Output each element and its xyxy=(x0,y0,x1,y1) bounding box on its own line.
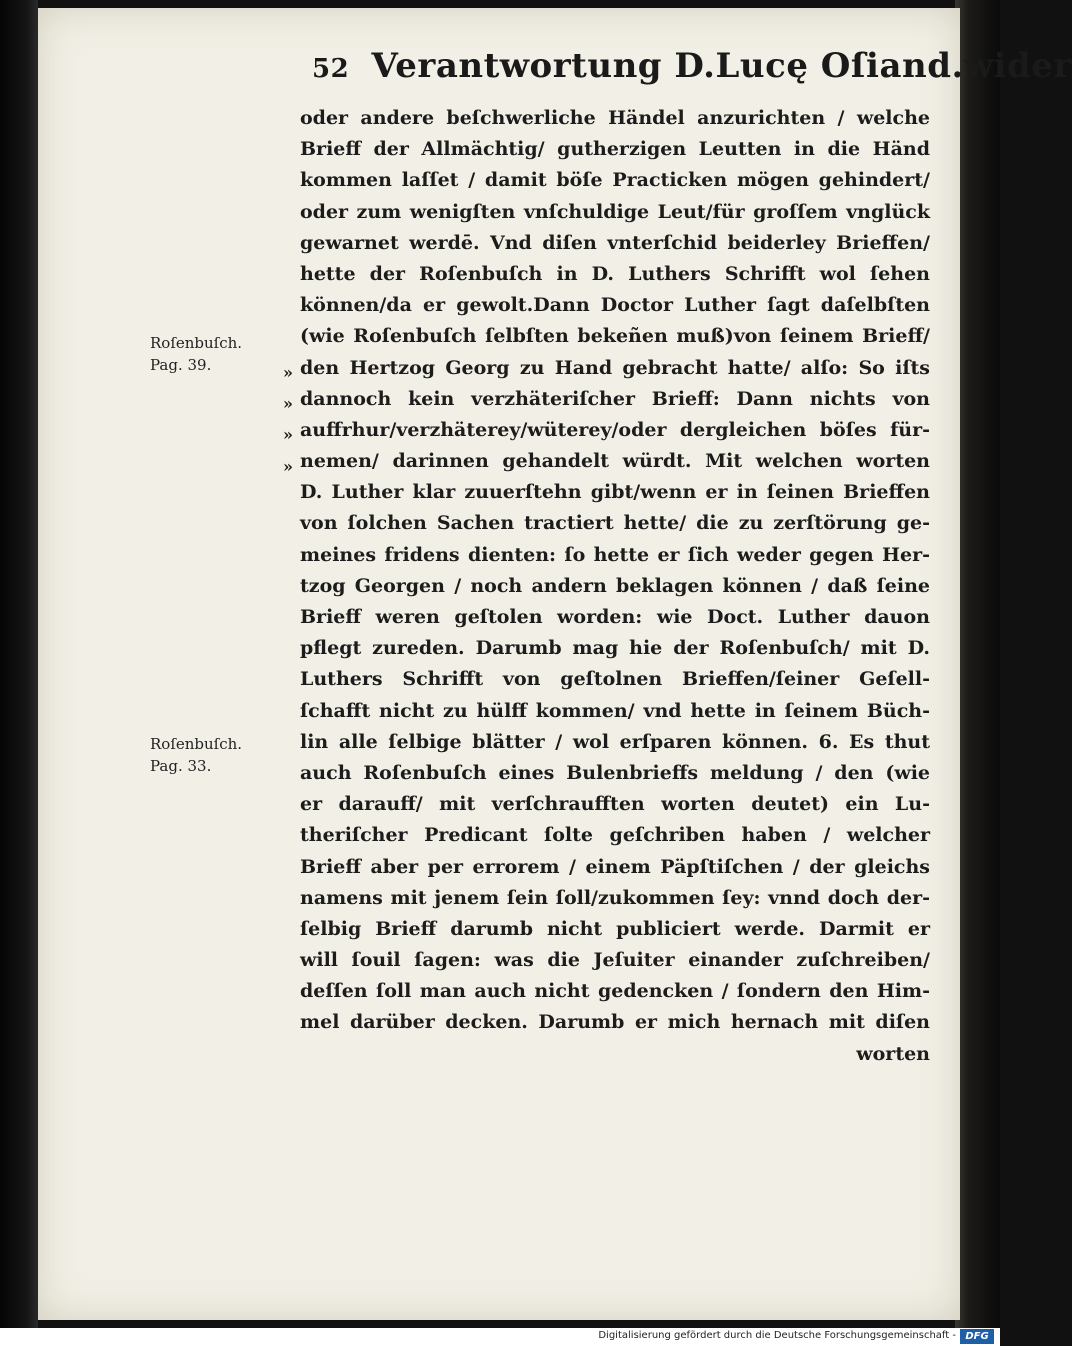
text-line: Luthers Schrifft von geſtolnen Brieffen/ſeiner Geſell- xyxy=(300,668,930,691)
text-line: lin alle ſelbige blätter / wol erſparen können. 6. Es thut xyxy=(300,730,930,753)
text-line: oder andere beſchwerliche Händel anzurichten / welche xyxy=(300,107,930,129)
quote-marks xyxy=(283,357,301,482)
text-line: Brieff aber per errorem / einem Päpſtiſchen / der gleichs xyxy=(300,855,930,878)
margin-note-2 xyxy=(150,733,290,777)
text-line: auch Roſenbuſch eines Bulenbrieffs meldung / den (wie xyxy=(300,761,930,784)
margin-note-page: Pag. 39. xyxy=(150,356,212,374)
margin-note-source: Roſenbuſch. xyxy=(150,735,243,753)
dfg-logo[interactable]: DFG xyxy=(960,1329,994,1344)
body-text xyxy=(300,103,930,1070)
text-line: er darauff/ mit verſchraufften worten deutet) ein Lu- xyxy=(300,793,930,816)
quote-mark: » xyxy=(283,456,293,476)
text-line: ſchafft nicht zu hülff kommen/ vnd hette in ſeinem Büch- xyxy=(300,699,930,722)
text-line: (wie Roſenbuſch ſelbſten bekeñen muß)von ſeinem Brieff/ xyxy=(300,325,930,348)
text-line: pflegt zureden. Darumb mag hie der Roſenbuſch/ mit D. xyxy=(300,637,930,660)
footer-bar xyxy=(0,1328,1000,1346)
text-line: nemen/ darinnen gehandelt würdt. Mit welchen worten xyxy=(300,450,930,473)
text-line: von ſolchen Sachen tractiert hette/ die zu zerſtörung ge- xyxy=(300,512,930,535)
text-line: können/da er gewolt.Dann Doctor Luther ſagt daſelbſten xyxy=(300,294,930,317)
text-line: Brieff der Allmächtig/ gutherzigen Leutten in die Händ xyxy=(300,138,930,161)
text-line: hette der Roſenbuſch in D. Luthers Schrifft wol ſehen xyxy=(300,262,930,285)
scan-frame-right xyxy=(955,0,1000,1328)
text-line: meines fridens dienten: ſo hette er ſich weder gegen Her- xyxy=(300,543,930,566)
text-line: D. Luther klar zuuerſtehn gibt/wenn er in ſeinen Brieffen xyxy=(300,481,930,504)
margin-note-1 xyxy=(150,332,290,376)
text-line: deſſen ſoll man auch nicht gedencken / ſondern den Him- xyxy=(300,980,930,1003)
text-line: oder zum wenigſten vnſchuldige Leut/für groſſem vnglück xyxy=(300,200,930,223)
scan-frame-left xyxy=(0,0,38,1328)
text-line: mel darüber decken. Darumb er mich hernach mit diſen xyxy=(300,1011,930,1034)
text-line: Brieff weren geſtolen worden: wie Doct. Luther dauon xyxy=(300,606,930,628)
text-line: den Hertzog Georg zu Hand gebracht hatte/ alſo: So iſts xyxy=(300,356,930,379)
text-line: gewarnet werdē. Vnd diſen vnterſchid beiderley Brieffen/ xyxy=(300,231,930,254)
text-line: ſelbig Brieff darumb nicht publiciert werde. Darmit er xyxy=(300,917,930,940)
text-line: theriſcher Predicant ſolte geſchriben haben / welcher xyxy=(300,824,930,847)
quote-mark: » xyxy=(283,363,293,382)
quote-mark: » xyxy=(283,394,293,414)
margin-note-page: Pag. 33. xyxy=(150,757,212,775)
text-line: worten xyxy=(856,1042,930,1065)
text-line: dannoch kein verzhäteriſcher Brieff: Dann nichts von xyxy=(300,387,930,410)
digitization-credit: Digitalisierung gefördert durch die Deutsche Forschungsgemeinschaft - xyxy=(598,1330,956,1341)
page-number: 52 xyxy=(312,54,350,84)
margin-note-source: Roſenbuſch. xyxy=(150,334,243,352)
quote-mark: » xyxy=(283,425,293,445)
page-header xyxy=(312,46,1072,102)
running-title: Verantwortung D.Lucę Oſiand.wider xyxy=(371,46,1072,86)
text-line: tzog Georgen / noch andern beklagen können / daß ſeine xyxy=(300,574,930,597)
text-line: will ſouil ſagen: was die Jeſuiter einander zuſchreiben/ xyxy=(300,949,930,972)
text-line: kommen laſſet / damit böſe Practicken mögen gehindert/ xyxy=(300,169,930,192)
text-line: namens mit jenem ſein ſoll/zukommen ſey: vnnd doch der- xyxy=(300,886,930,909)
text-line: auffrhur/verzhäterey/wüterey/oder dergleichen böſes für- xyxy=(300,418,930,441)
